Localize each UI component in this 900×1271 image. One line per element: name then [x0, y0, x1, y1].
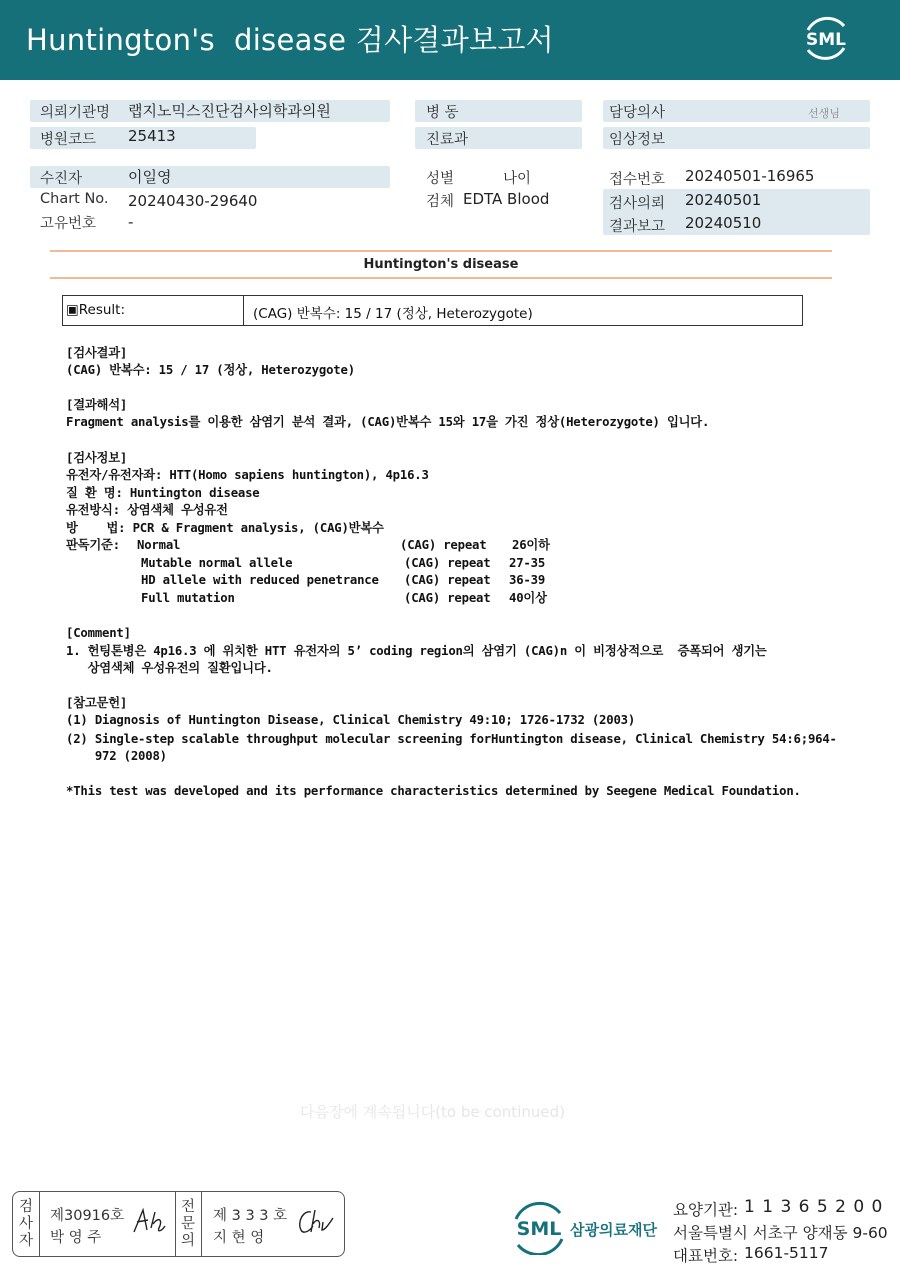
institution-value: 랩지노믹스진단검사의학과의원: [128, 102, 331, 120]
specimen-value: EDTA Blood: [463, 190, 550, 208]
sig-divider: [175, 1192, 176, 1256]
specialist-char: 전: [180, 1199, 195, 1215]
criteria-range: 36-39: [509, 573, 546, 587]
method-line: 방 법: PCR & Fragment analysis, (CAG)반복수: [66, 521, 384, 535]
section-title: Huntington's disease: [363, 257, 519, 272]
disclaimer: *This test was developed and its performance characteristics determined by Seegene Medical Foundation.: [66, 784, 801, 798]
org-address: 서울특별시 서초구 양재동 9-60: [673, 1224, 888, 1242]
criteria-repeat: (CAG) repeat: [404, 573, 491, 587]
criteria-range: 27-35: [509, 556, 546, 570]
ref-2a: (2) Single-step scalable throughput molecular screening forHuntington disease, Clinical Chemistry 54:6;964-: [66, 732, 837, 746]
result-divider: [243, 296, 244, 325]
criteria-name: Normal: [137, 538, 181, 552]
specialist-char: 의: [180, 1233, 195, 1249]
request-value: 20240501: [685, 191, 762, 209]
criteria-name: Mutable normal allele: [141, 556, 293, 570]
institution-label: 의뢰기관명: [40, 105, 111, 121]
specialist-name: 지 현 영: [213, 1230, 265, 1246]
result-value: (CAG) 반복수: 15 / 17 (정상, Heterozygote): [253, 306, 533, 322]
result-box: [62, 295, 803, 326]
specialist-char: 문: [180, 1216, 195, 1232]
tester-vertical-label: [18, 1199, 34, 1250]
tester-char: 사: [18, 1216, 33, 1232]
unique-value: -: [128, 213, 134, 231]
ref-heading: [참고문헌]: [66, 696, 128, 710]
org-phone-label: 대표번호:: [673, 1247, 739, 1265]
unique-label: 고유번호: [40, 216, 97, 232]
report-label: 결과보고: [609, 219, 666, 235]
clinical-info-label: 임상정보: [609, 132, 666, 148]
doctor-label: 담당의사: [609, 105, 666, 121]
inherit-line: 유전방식: 상염색체 우성유전: [66, 503, 228, 517]
criteria-name: Full mutation: [141, 591, 235, 605]
signature-box: [12, 1191, 345, 1257]
comment-heading: [Comment]: [66, 626, 131, 640]
section-bottom-line: [50, 277, 832, 279]
department-label: 진료과: [426, 132, 469, 148]
request-label: 검사의뢰: [609, 196, 666, 212]
result-heading: [검사결과]: [66, 346, 128, 360]
tester-name: 박 영 주: [50, 1230, 102, 1246]
criteria-repeat: (CAG) repeat: [404, 556, 491, 570]
specialist-signature-icon: [295, 1206, 335, 1236]
disease-line: 질 환 명: Huntington disease: [66, 486, 260, 500]
org-code: 1 1 3 6 5 2 0 0: [744, 1197, 884, 1217]
tester-char: 자: [18, 1233, 33, 1249]
sig-divider: [39, 1192, 40, 1256]
receipt-value: 20240501-16965: [685, 167, 815, 185]
interp-line: Fragment analysis를 이용한 삼염기 분석 결과, (CAG)반복수 15와 17을 가진 정상(Heterozygote) 입니다.: [66, 415, 710, 429]
report-value: 20240510: [685, 214, 762, 232]
sig-divider: [201, 1192, 202, 1256]
criteria-name: HD allele with reduced penetrance: [141, 573, 379, 587]
specialist-vertical-label: [180, 1199, 196, 1250]
sml-logo-icon: [800, 12, 852, 64]
doctor-suffix: 선생님: [808, 107, 840, 120]
section-top-line: [50, 250, 832, 252]
receipt-label: 접수번호: [609, 172, 666, 188]
comment-line-2: 상염색체 우성유전의 질환입니다.: [66, 661, 273, 675]
hospital-code-value: 25413: [128, 127, 176, 145]
gene-line: 유전자/유전자좌: HTT(Homo sapiens huntington), 4p16.3: [66, 468, 429, 482]
ref-2b: 972 (2008): [66, 749, 167, 763]
patient-value: 이일영: [128, 168, 172, 186]
criteria-label: 판독기준:: [66, 538, 120, 552]
org-name: 삼광의료재단: [570, 1221, 657, 1239]
result-line: (CAG) 반복수: 15 / 17 (정상, Heterozygote): [66, 363, 355, 377]
continued-text: 다음장에 계속됩니다(to be continued): [300, 1103, 565, 1121]
sex-label: 성별: [426, 171, 455, 187]
info-heading: [검사정보]: [66, 451, 128, 465]
interp-heading: [결과해석]: [66, 398, 128, 412]
specimen-label: 검체: [426, 194, 455, 210]
age-label: 나이: [503, 171, 532, 187]
sml-logo-text: SML: [806, 30, 846, 50]
criteria-range: 26이하: [512, 538, 550, 552]
result-label: ▣Result:: [66, 302, 126, 318]
patient-label: 수진자: [40, 171, 83, 187]
chart-label: Chart No.: [40, 191, 109, 207]
criteria-range: 40이상: [509, 591, 547, 605]
tester-signature-icon: [131, 1206, 167, 1236]
tester-char: 검: [18, 1199, 33, 1215]
org-code-label: 요양기관:: [673, 1201, 739, 1219]
chart-value: 20240430-29640: [128, 192, 258, 210]
report-title: Huntington's disease 검사결과보고서: [26, 23, 554, 57]
patient-bar: [30, 166, 390, 188]
org-phone: 1661-5117: [744, 1244, 829, 1262]
hospital-code-label: 병원코드: [40, 132, 97, 148]
ref-1: (1) Diagnosis of Huntington Disease, Clinical Chemistry 49:10; 1726-1732 (2003): [66, 713, 636, 727]
sml-footer-logo-text: SML: [516, 1218, 562, 1240]
comment-line-1: 1. 헌팅톤병은 4p16.3 에 위치한 HTT 유전자의 5’ coding region의 삼염기 (CAG)n 이 비정상적으로 증폭되어 생기는: [66, 644, 767, 658]
criteria-repeat: (CAG) repeat: [400, 538, 487, 552]
specialist-no: 제 3 3 3 호: [213, 1208, 288, 1224]
criteria-repeat: (CAG) repeat: [404, 591, 491, 605]
tester-no: 제30916호: [50, 1208, 125, 1224]
sml-footer-logo-icon: [510, 1201, 568, 1255]
ward-label: 병 동: [426, 105, 459, 121]
